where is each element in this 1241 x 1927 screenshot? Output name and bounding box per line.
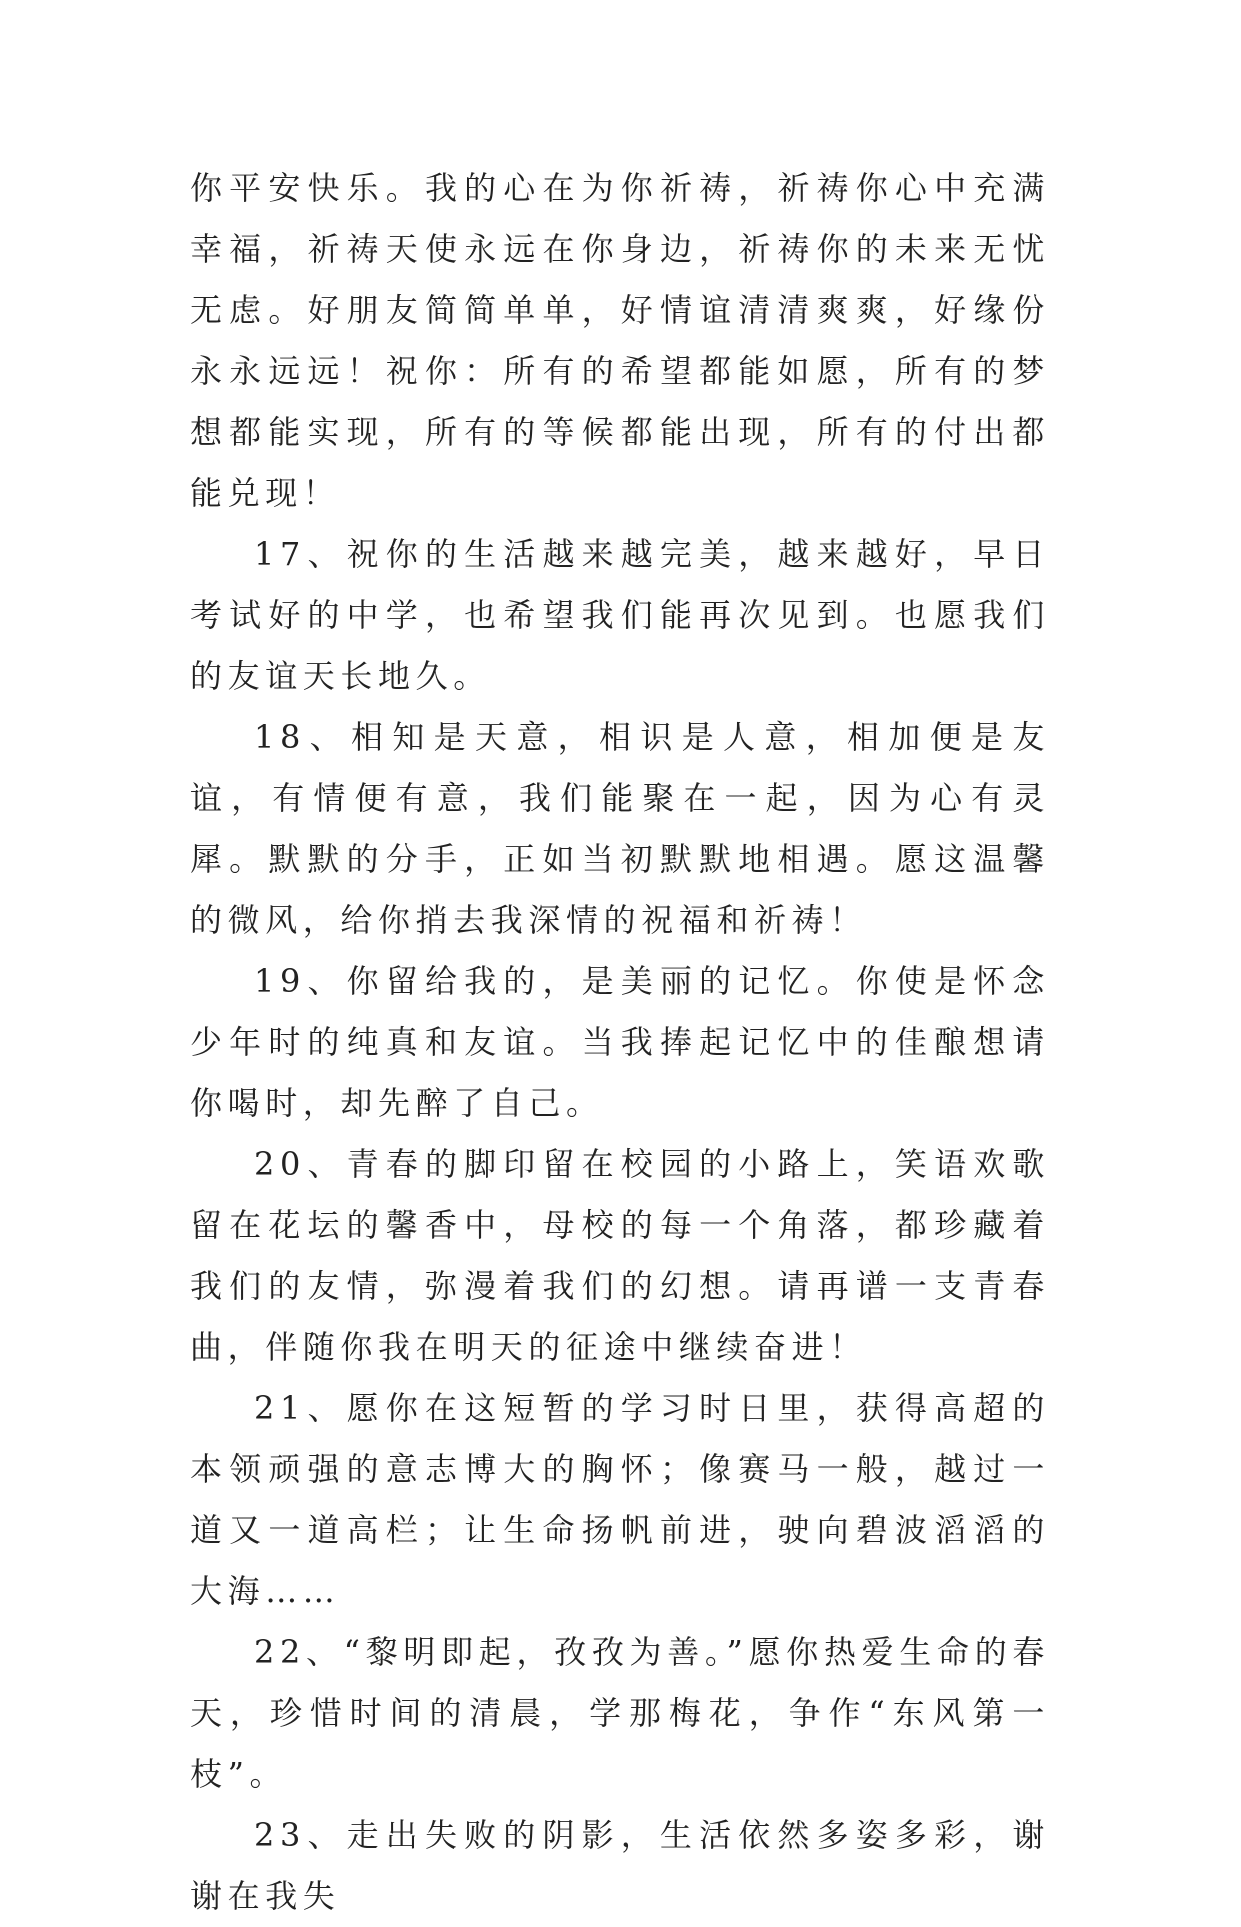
paragraph-continuation: 你平安快乐。我的心在为你祈祷，祈祷你心中充满幸福，祈祷天使永远在你身边，祈祷你的未来无忧无虑。好朋友简简单单，好情谊清清爽爽，好缘份永永远远！祝你：所有的希望都能如愿，所有的梦想都能实现，所有的等候都能出现，所有的付出都能兑现！ bbox=[190, 169, 1050, 512]
document-body bbox=[190, 158, 1050, 1927]
paragraph-20: 20、青春的脚印留在校园的小路上，笑语欢歌留在花坛的馨香中，母校的每一个角落，都珍藏着我们的友情，弥漫着我们的幻想。请再谱一支青春曲，伴随你我在明天的征途中继续奋进！ bbox=[190, 1145, 1050, 1366]
paragraph-17: 17、祝你的生活越来越完美，越来越好，早日考试好的中学，也希望我们能再次见到。也愿我们的友谊天长地久。 bbox=[190, 535, 1050, 695]
paragraph-18: 18、相知是天意，相识是人意，相加便是友谊，有情便有意，我们能聚在一起，因为心有灵犀。默默的分手，正如当初默默地相遇。愿这温馨的微风，给你捎去我深情的祝福和祈祷！ bbox=[190, 718, 1050, 939]
paragraph-23: 23、走出失败的阴影，生活依然多姿多彩，谢谢在我失 bbox=[190, 1816, 1050, 1915]
paragraph-19: 19、你留给我的，是美丽的记忆。你使是怀念少年时的纯真和友谊。当我捧起记忆中的佳酿想请你喝时，却先醉了自己。 bbox=[190, 962, 1050, 1122]
paragraph-21: 21、愿你在这短暂的学习时日里，获得高超的本领顽强的意志博大的胸怀；像赛马一般，越过一道又一道高栏；让生命扬帆前进，驶向碧波滔滔的大海…… bbox=[190, 1389, 1050, 1610]
paragraph-22: 22、“黎明即起，孜孜为善。”愿你热爱生命的春天，珍惜时间的清晨，学那梅花，争作“东风第一枝”。 bbox=[190, 1633, 1050, 1793]
